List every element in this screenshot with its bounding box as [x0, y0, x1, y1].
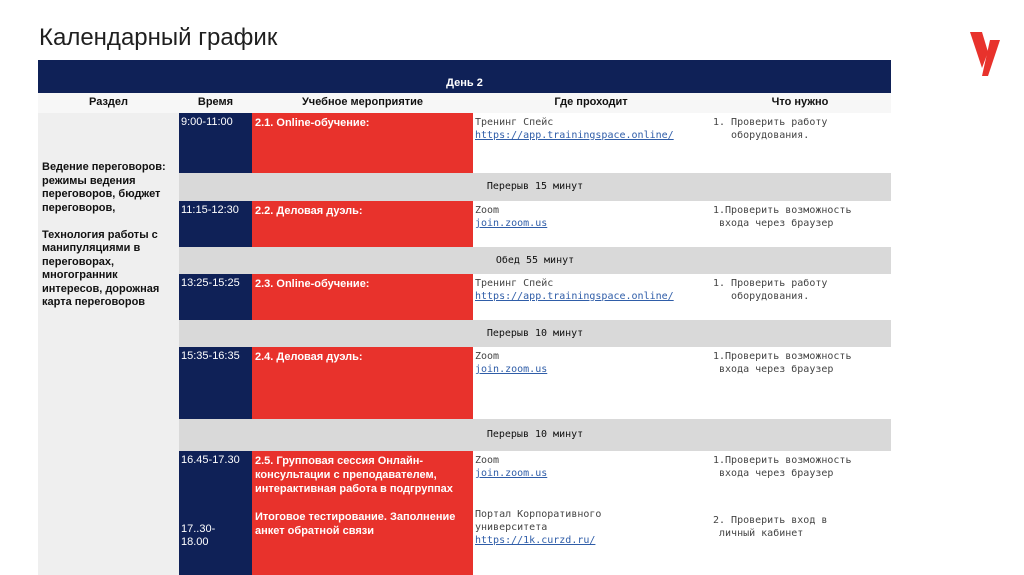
event-secondary: Итоговое тестирование. Заполнение анкет обратной связи — [255, 511, 456, 537]
row-event: 2.3. Online-обучение: — [252, 274, 473, 320]
need-primary: 1.Проверить возможность входа через браузер — [713, 455, 852, 479]
section-description: Ведение переговоров: режимы ведения переговоров, бюджет переговоров, Технология работы с манипуляциями в переговорах, многогранник интересов, дорожная карта переговоров — [38, 113, 179, 575]
header-razdel: Раздел — [89, 96, 128, 108]
row-time — [179, 451, 252, 575]
row-where — [473, 201, 709, 247]
brand-logo-icon — [966, 30, 1002, 80]
header-time: Время — [197, 96, 234, 108]
need-secondary: 2. Проверить вход в личный кабинет — [713, 515, 828, 539]
day-header: День 2 — [38, 60, 891, 93]
row-time: 13:25-15:25 — [179, 274, 252, 320]
row-time: 15:35-16:35 — [179, 347, 252, 419]
where-text: Тренинг Спейс — [475, 278, 554, 289]
where-text: Zoom — [475, 351, 500, 362]
row-need — [709, 451, 891, 575]
where-link[interactable]: https://app.trainingspace.online/ — [475, 130, 674, 141]
where-text: Zoom — [475, 455, 500, 466]
where-text: Тренинг Спейс — [475, 117, 554, 128]
time-primary: 16.45-17.30 — [181, 454, 240, 466]
event-primary: 2.5. Групповая сессия Онлайн-консультации с преподавателем, интерактивная работа в подгруппах — [255, 455, 453, 495]
row-event: 2.1. Online-обучение: — [252, 113, 473, 173]
where-link[interactable]: join.zoom.us — [475, 218, 548, 229]
where-link[interactable]: https://app.trainingspace.online/ — [475, 291, 674, 302]
header-event: Учебное мероприятие — [301, 96, 424, 108]
header-need: Что нужно — [771, 96, 829, 108]
row-time: 11:15-12:30 — [179, 201, 252, 247]
where-link[interactable]: join.zoom.us — [475, 468, 548, 479]
break-row: Перерыв 15 минут — [179, 173, 891, 201]
row-where — [473, 274, 709, 320]
row-event: 2.4. Деловая дуэль: — [252, 347, 473, 419]
row-need: 1. Проверить работу оборудования. — [713, 278, 828, 302]
break-row: Перерыв 10 минут — [179, 419, 891, 451]
row-where — [473, 451, 709, 575]
row-need: 1. Проверить работу оборудования. — [713, 117, 828, 141]
time-secondary: 17..30-18.00 — [181, 523, 216, 548]
row-event — [252, 451, 473, 575]
column-headers — [38, 93, 891, 113]
break-row: Перерыв 10 минут — [179, 320, 891, 347]
row-need: 1.Проверить возможность входа через браузер — [713, 205, 852, 229]
page-title: Календарный график — [39, 24, 278, 51]
break-row: Обед 55 минут — [179, 247, 891, 274]
row-event: 2.2. Деловая дуэль: — [252, 201, 473, 247]
header-where: Где проходит — [554, 96, 628, 108]
where-link-secondary[interactable]: https://1k.curzd.ru/ — [475, 535, 596, 546]
where-link[interactable]: join.zoom.us — [475, 364, 548, 375]
where-text-secondary: Портал Корпоративного университета — [475, 509, 602, 533]
row-need: 1.Проверить возможность входа через браузер — [713, 351, 852, 375]
row-where — [473, 347, 709, 419]
where-text: Zoom — [475, 205, 500, 216]
row-time: 9:00-11:00 — [179, 113, 252, 173]
row-where — [473, 113, 709, 173]
